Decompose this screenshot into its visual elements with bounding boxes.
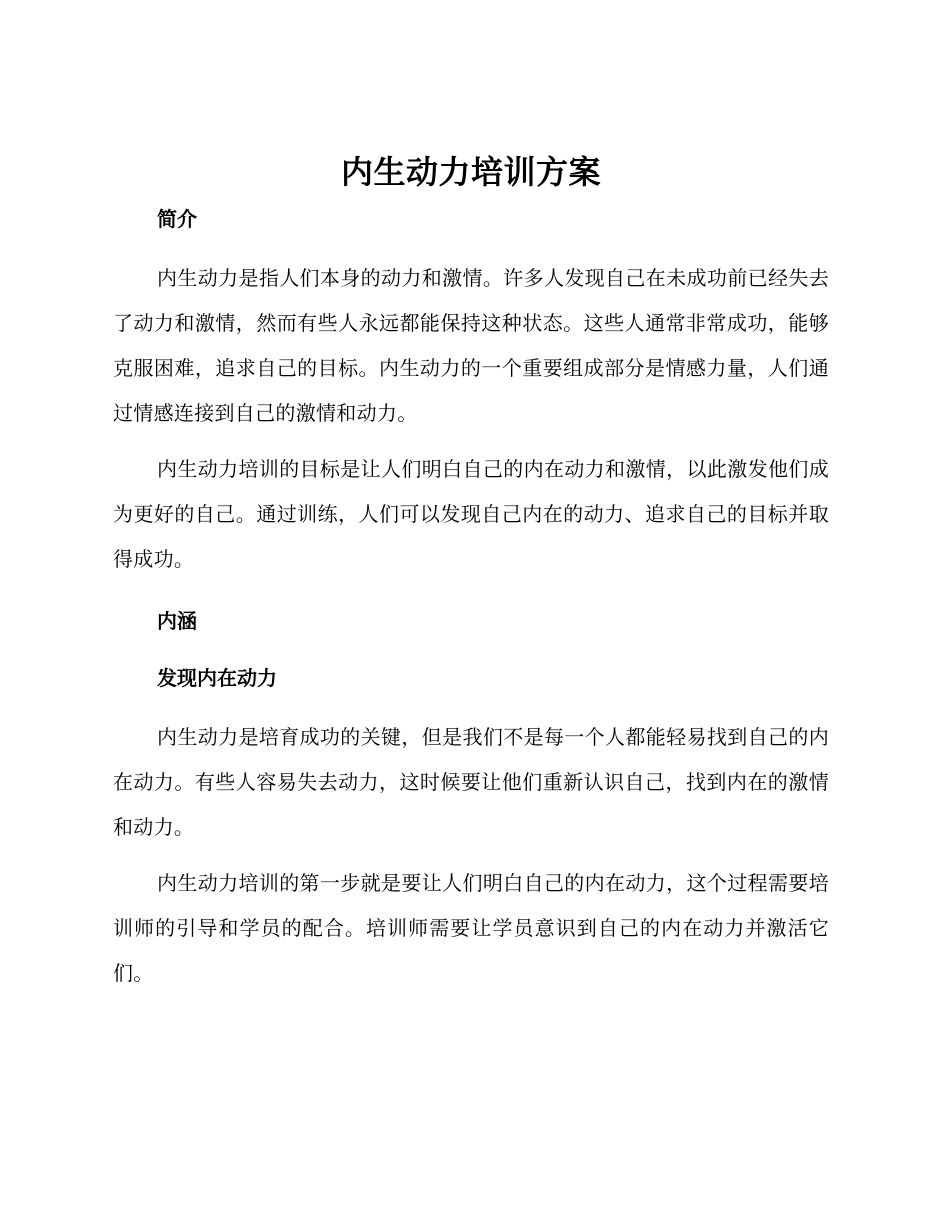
document-page (113, 150, 829, 996)
paragraph-discover-2: 内生动力培训的第一步就是要让人们明白自己的内在动力，这个过程需要培训师的引导和学员的配合。培训师需要让学员意识到自己的内在动力并激活它们。 (113, 871, 829, 985)
document-title: 内生动力培训方案 (340, 153, 601, 191)
paragraph-discover-1: 内生动力是培育成功的关键，但是我们不是每一个人都能轻易找到自己的内在动力。有些人容易失去动力，这时候要让他们重新认识自己，找到内在的激情和动力。 (113, 725, 829, 839)
heading-connotation: 内涵 (157, 609, 197, 633)
paragraph-intro-1: 内生动力是指人们本身的动力和激情。许多人发现自己在未成功前已经失去了动力和激情，然而有些人永远都能保持这种状态。这些人通常非常成功，能够克服困难，追求自己的目标。内生动力的一个重要组成部分是情感力量，人们通过情感连接到自己的激情和动力。 (113, 266, 829, 425)
heading-discover-motivation: 发现内在动力 (157, 666, 277, 690)
paragraph-intro-2: 内生动力培训的目标是让人们明白自己的内在动力和激情，以此激发他们成为更好的自己。通过训练，人们可以发现自己内在的动力、追求自己的目标并取得成功。 (113, 457, 829, 571)
heading-intro: 简介 (157, 207, 197, 231)
